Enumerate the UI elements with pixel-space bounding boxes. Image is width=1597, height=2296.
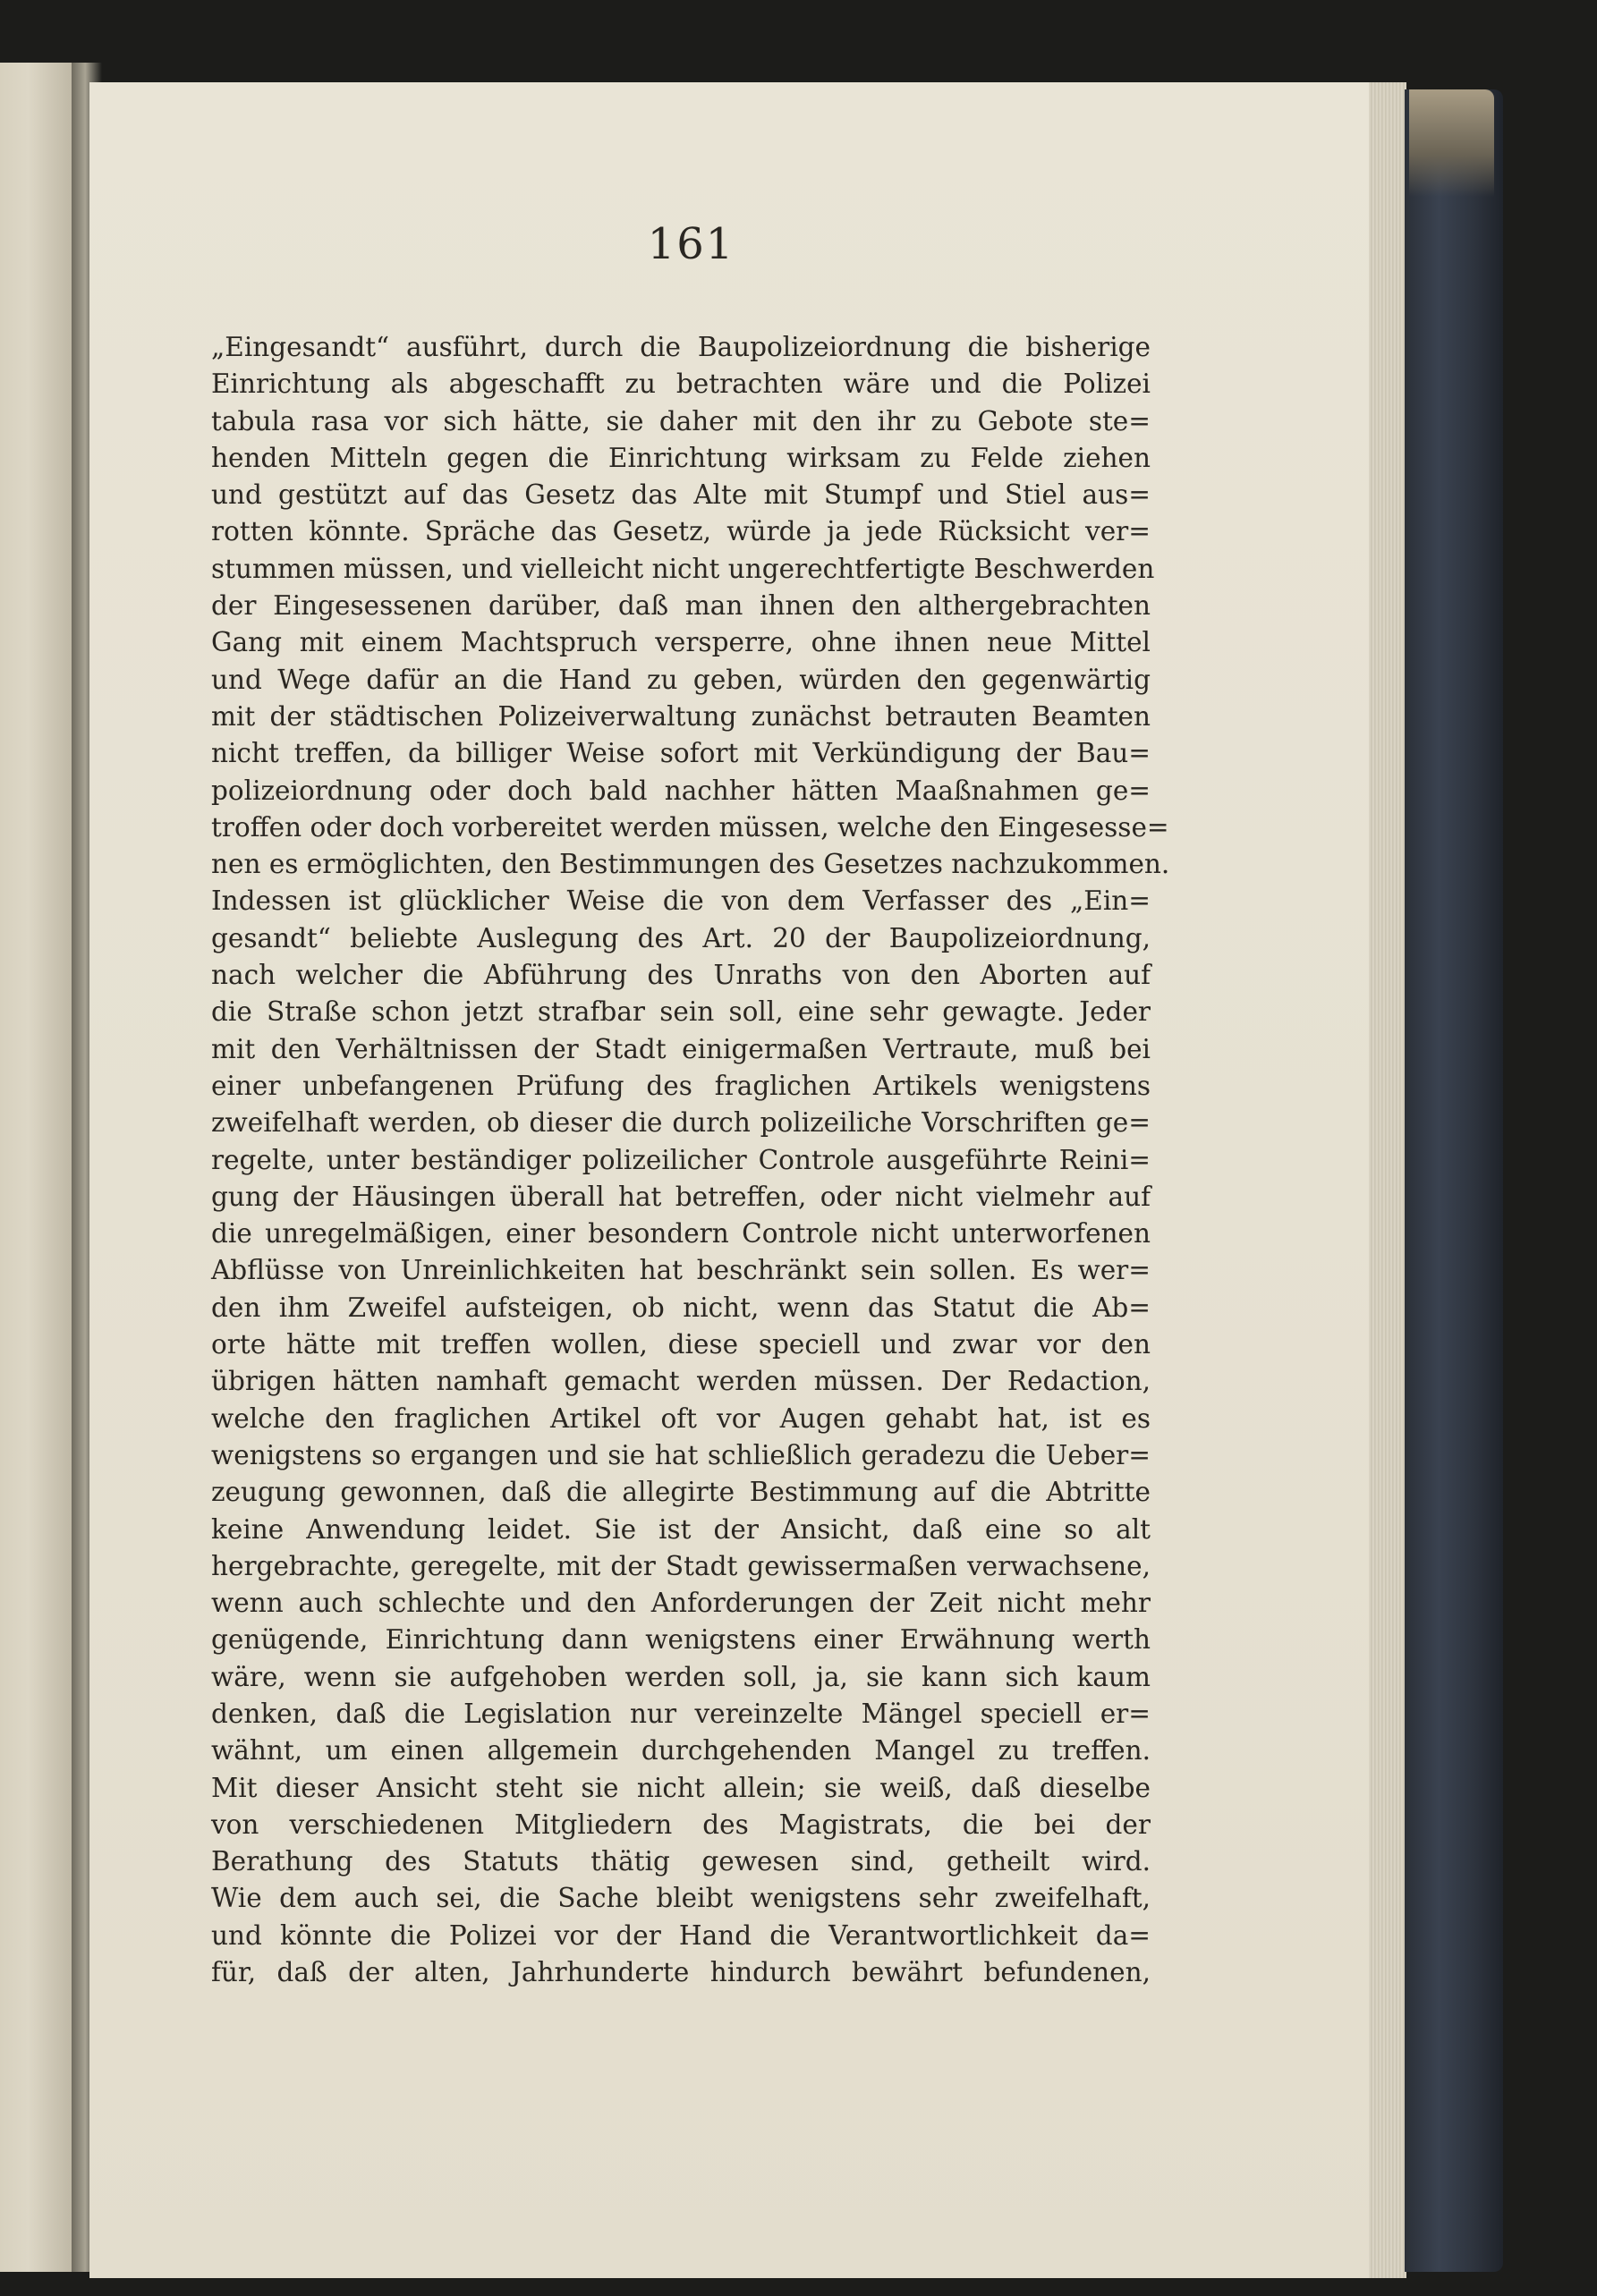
text-line: „Eingesandt“ ausführt, durch die Baupolizeiordnung die bisherige [211,332,1151,362]
text-line: regelte, unter beständiger polizeilicher Controle ausgeführte Reini= [211,1144,1151,1175]
text-line: Wie dem auch sei, die Sache bleibt wenigstens sehr zweifelhaft, [211,1883,1151,1914]
text-line: Gang mit einem Machtspruch versperre, ohne ihnen neue Mittel [211,627,1151,658]
text-line: polizeiordnung oder doch bald nachher hätten Maaßnahmen ge= [211,775,1151,806]
text-line: von verschiedenen Mitgliedern des Magistrats, die bei der [211,1809,1151,1840]
text-line: mit den Verhältnissen der Stadt einigermaßen Vertraute, muß bei [211,1033,1151,1064]
page-number: 161 [647,219,735,269]
left-page-edge [0,63,81,2272]
text-line: Mit dieser Ansicht steht sie nicht allein; sie weiß, daß dieselbe [211,1772,1151,1803]
text-line: nicht treffen, da billiger Weise sofort mit Verkündigung der Bau= [211,738,1151,769]
text-line: den ihm Zweifel aufsteigen, ob nicht, wenn das Statut die Ab= [211,1292,1151,1323]
text-line: tabula rasa vor sich hätte, sie daher mit den ihr zu Gebote ste= [211,405,1151,436]
book-cover [1405,89,1503,2272]
text-line: wähnt, um einen allgemein durchgehenden Mangel zu treffen. [211,1735,1151,1766]
text-line: nen es ermöglichten, den Bestimmungen des Gesetzes nachzukommen. [211,849,1170,880]
text-line: zeugung gewonnen, daß die allegirte Bestimmung auf die Abtritte [211,1477,1151,1508]
text-line: Einrichtung als abgeschafft zu betrachten wäre und die Polizei [211,369,1151,400]
text-line: genügende, Einrichtung dann wenigstens einer Erwähnung werth [211,1624,1151,1656]
text-line: die unregelmäßigen, einer besondern Controle nicht unterworfenen [211,1218,1151,1250]
text-line: zweifelhaft werden, ob dieser die durch polizeiliche Vorschriften ge= [211,1107,1151,1139]
text-line: und könnte die Polizei vor der Hand die Verantwortlichkeit da= [211,1919,1151,1951]
text-line: die Straße schon jetzt strafbar sein soll, eine sehr gewagte. Jeder [211,996,1151,1028]
text-line: wenigstens so ergangen und sie hat schließlich geradezu die Ueber= [211,1439,1151,1470]
text-line: henden Mitteln gegen die Einrichtung wirksam zu Felde ziehen [211,442,1151,473]
text-line: der Eingesessenen darüber, daß man ihnen den althergebrachten [211,590,1151,622]
text-line: nach welcher die Abführung des Unraths von den Aborten auf [211,960,1151,991]
text-line: wäre, wenn sie aufgehoben werden soll, ja, sie kann sich kaum [211,1661,1151,1692]
text-line: wenn auch schlechte und den Anforderungen der Zeit nicht mehr [211,1588,1151,1619]
text-line: keine Anwendung leidet. Sie ist der Ansicht, daß eine so alt [211,1513,1151,1545]
text-line: einer unbefangenen Prüfung des fraglichen Artikels wenigstens [211,1070,1151,1101]
text-line: gung der Häusingen überall hat betreffen, oder nicht vielmehr auf [211,1181,1151,1212]
text-line: und Wege dafür an die Hand zu geben, würden den gegenwärtig [211,664,1151,695]
text-line: hergebrachte, geregelte, mit der Stadt gewissermaßen verwachsene, [211,1550,1151,1581]
text-line: gesandt“ beliebte Auslegung des Art. 20 der Baupolizeiordnung, [211,922,1151,953]
text-line: übrigen hätten namhaft gemacht werden müssen. Der Redaction, [211,1366,1151,1397]
text-line: rotten könnte. Spräche das Gesetz, würde ja jede Rücksicht ver= [211,516,1151,547]
text-line: stummen müssen, und vielleicht nicht ungerechtfertigte Beschwerden [211,553,1155,584]
text-line: Indessen ist glücklicher Weise die von dem Verfasser des „Ein= [211,885,1151,917]
text-line: für, daß der alten, Jahrhunderte hindurch bewährt befundenen, [211,1957,1151,1988]
worn-cover-corner [1409,89,1494,197]
text-line: mit der städtischen Polizeiverwaltung zunächst betrauten Beamten [211,700,1151,732]
text-line: Berathung des Statuts thätig gewesen sind, getheilt wird. [211,1846,1151,1877]
text-line: welche den fraglichen Artikel oft vor Augen gehabt hat, ist es [211,1402,1151,1434]
text-line: troffen oder doch vorbereitet werden müssen, welche den Eingesesse= [211,811,1169,843]
text-line: orte hätte mit treffen wollen, diese speciell und zwar vor den [211,1329,1151,1360]
text-line: Abflüsse von Unreinlichkeiten hat beschränkt sein sollen. Es wer= [211,1255,1151,1286]
body-text [211,329,1170,1991]
text-line: und gestützt auf das Gesetz das Alte mit Stumpf und Stiel aus= [211,479,1151,511]
page-edges [1369,82,1406,2278]
text-line: denken, daß die Legislation nur vereinzelte Mängel speciell er= [211,1698,1151,1729]
